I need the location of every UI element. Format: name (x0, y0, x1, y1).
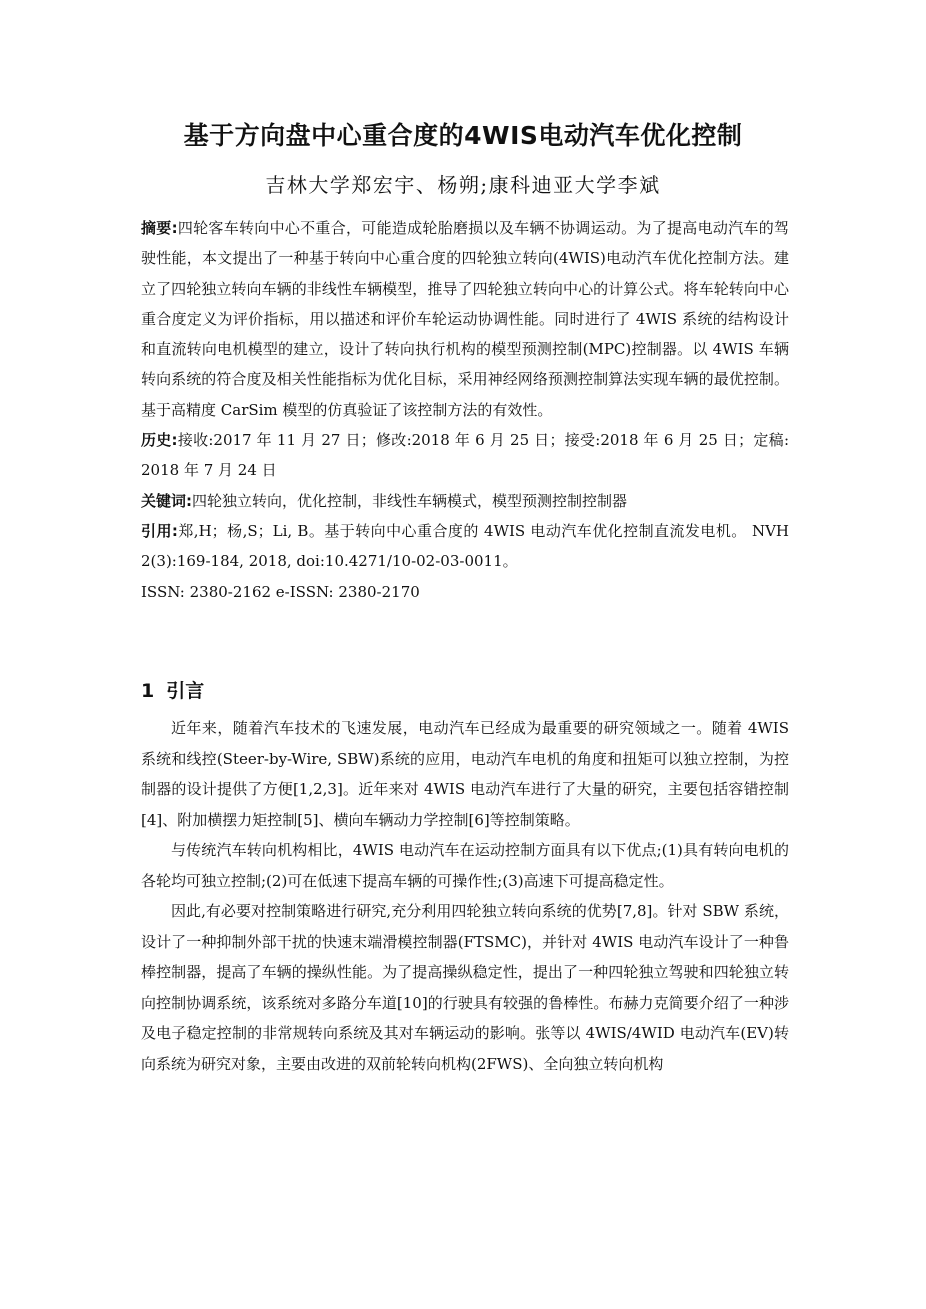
section-heading (141, 676, 789, 706)
citation-label: 引用: (141, 521, 178, 540)
history-text: 接收:2017 年 11 月 27 日；修改:2018 年 6 月 25 日；接受:2018 年 6 月 25 日；定稿: 2018 年 7 月 24 日 (141, 431, 789, 480)
body-paragraph: 近年来，随着汽车技术的飞速发展，电动汽车已经成为最重要的研究领域之一。随着 4WIS 系统和线控(Steer-by-Wire, SBW)系统的应用，电动汽车电机的角度和扭矩可以独立控制，为控制器的设计提供了方便[1,2,3]。近年来对 4WIS 电动汽车进行了大量的研究，主要包括容错控制[4]、附加横摆力矩控制[5]、横向车辆动力学控制[6]等控制策略。 (141, 719, 789, 829)
author-line: 吉林大学郑宏宇、杨朔;康科迪亚大学李斌 (265, 173, 661, 197)
body-paragraph: 与传统汽车转向机构相比，4WIS 电动汽车在运动控制方面具有以下优点;(1)具有转向电机的各轮均可独立控制;(2)可在低速下提高车辆的可操作性;(3)高速下可提高稳定性。 (141, 841, 789, 890)
citation (141, 516, 789, 577)
section-number: 1 (141, 680, 155, 702)
section-title: 引言 (166, 680, 205, 702)
keywords (141, 486, 789, 516)
section-body (141, 713, 789, 1079)
abstract-text: 四轮客车转向中心不重合，可能造成轮胎磨损以及车辆不协调运动。为了提高电动汽车的驾驶性能，本文提出了一种基于转向中心重合度的四轮独立转向(4WIS)电动汽车优化控制方法。建立了四轮独立转向车辆的非线性车辆模型，推导了四轮独立转向中心的计算公式。将车轮转向中心重合度定义为评价指标，用以描述和评价车轮运动协调性能。同时进行了 4WIS 系统的结构设计和直流转向电机模型的建立，设计了转向执行机构的模型预测控制(MPC)控制器。以 4WIS 车辆转向系统的符合度及相关性能指标为优化目标，采用神经网络预测控制算法实现车辆的最优控制。基于高精度 CarSim 模型的仿真验证了该控制方法的有效性。 (141, 219, 789, 419)
issn-line: ISSN: 2380-2162 e-ISSN: 2380-2170 (141, 582, 420, 601)
abstract-label: 摘要: (141, 219, 178, 237)
citation-text: 郑,H；杨,S；Li, B。基于转向中心重合度的 4WIS 电动汽车优化控制直流发电机。 NVH 2(3):169-184, 2018, doi:10.4271/10-02-03-0011。 (141, 521, 790, 571)
paper-title: 基于方向盘中心重合度的4WIS电动汽车优化控制 (183, 121, 743, 150)
keywords-label: 关键词: (141, 491, 192, 510)
body-paragraph: 因此,有必要对控制策略进行研究,充分利用四轮独立转向系统的优势[7,8]。针对 SBW 系统，设计了一种抑制外部干扰的快速末端滑模控制器(FTSMC)，并针对 4WIS 电动汽车设计了一种鲁棒控制器，提高了车辆的操纵性能。为了提高操纵稳定性，提出了一种四轮独立驾驶和四轮独立转向控制协调系统，该系统对多路分车道[10]的行驶具有较强的鲁棒性。布赫力克简要介绍了一种涉及电子稳定控制的非常规转向系统及其对车辆运动的影响。张等以 4WIS/4WID 电动汽车(EV)转向系统为研究对象，主要由改进的双前轮转向机构(2FWS)、全向独立转向机构 (141, 902, 789, 1073)
history-label: 历史: (141, 431, 178, 450)
keywords-text: 四轮独立转向，优化控制，非线性车辆模式，模型预测控制控制器 (192, 491, 628, 510)
front-matter (141, 213, 789, 607)
history (141, 425, 789, 486)
abstract (141, 213, 789, 425)
